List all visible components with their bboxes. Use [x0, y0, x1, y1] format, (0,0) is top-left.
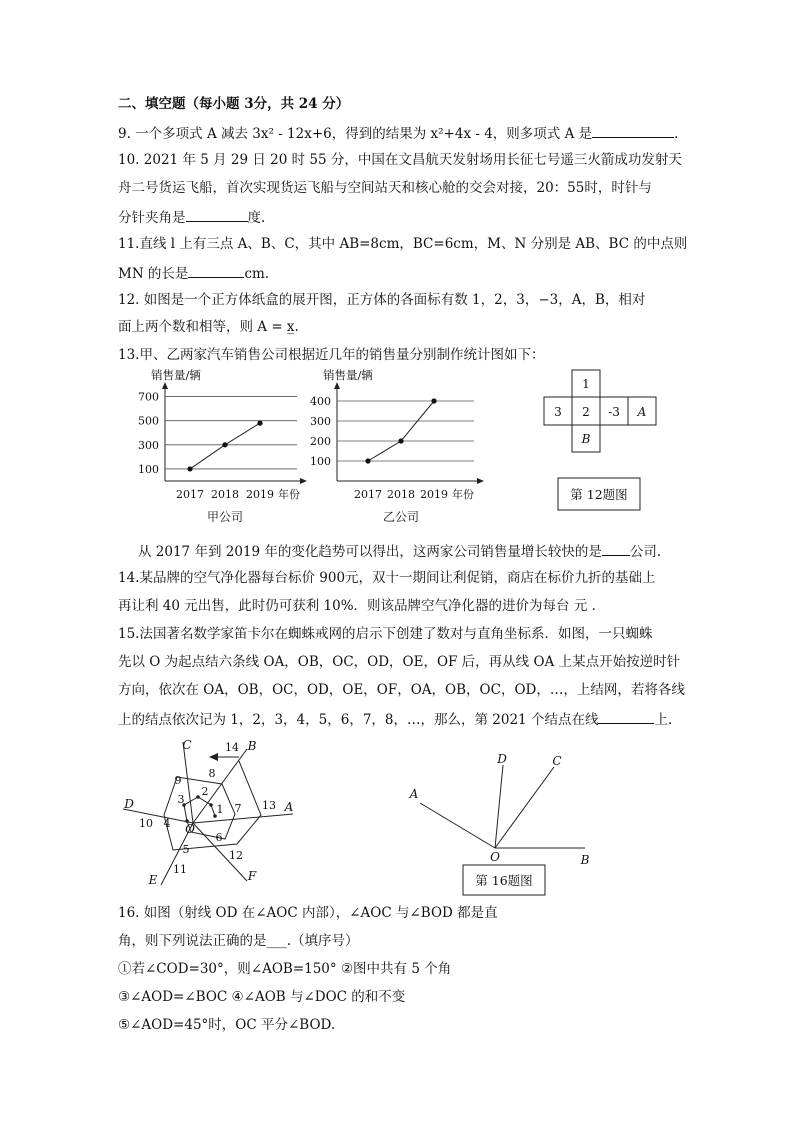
data-point [365, 458, 370, 463]
x-tick-label: 2018 [211, 488, 239, 501]
q13-answer-blank[interactable] [602, 541, 630, 556]
node-label-13: 13 [262, 799, 276, 812]
q16-option-1-2: ①若∠COD=30°，则∠AOB=150° ②图中共有 5 个角 [118, 961, 452, 977]
q14-line1: 14.某品牌的空气净化器每台标价 900元，双十一期间让利促销，商店在标价九折的基础上 [118, 570, 656, 586]
q13-answer-line [138, 541, 661, 561]
q16-option-3-4: ③∠AOD=∠BOC ④∠AOB 与∠DOC 的和不变 [118, 989, 406, 1005]
y-axis-arrow-icon [162, 382, 168, 389]
chart-jia [130, 366, 310, 526]
x-tick-label: 2017 [354, 488, 382, 501]
q11-line2-unit: cm. [244, 266, 270, 282]
q11-answer-blank[interactable] [188, 263, 244, 278]
y-axis-arrow-icon [334, 382, 340, 389]
ray-label-B: B [247, 739, 257, 753]
x-tick-label: 2018 [387, 488, 415, 501]
fig16-label-C: C [552, 754, 562, 768]
node-label-14: 14 [225, 741, 239, 754]
q15-line2: 先以 O 为起点结六条线 OA，OB，OC，OD，OE，OF 后，再从线 OA 上某点开始按逆时针 [118, 654, 681, 670]
q15-line4-end: 上. [654, 712, 673, 728]
chart-yi [300, 366, 490, 526]
series-line [368, 401, 434, 461]
ray-label-D: D [124, 797, 134, 811]
q10-line2: 舟二号货运飞船，首次实现货运飞船与空间站天和核心舱的交会对接，20：55时，时针与 [118, 180, 652, 196]
q15-answer-blank[interactable] [598, 709, 654, 724]
center-label-O: O [185, 822, 195, 836]
y-tick-label: 700 [138, 390, 159, 404]
ray-label-E: E [148, 873, 158, 887]
y-tick-label: 400 [310, 395, 331, 408]
spider-web-figure [115, 735, 305, 890]
data-point [257, 421, 262, 426]
q13-intro: 13.甲、乙两家汽车销售公司根据近几年的销售量分别制作统计图如下： [118, 347, 545, 363]
node-label-8: 8 [208, 767, 216, 780]
q10-line3-text: 分针夹角是 [118, 210, 186, 226]
node-label-3: 3 [177, 793, 185, 806]
ray-OD-16 [495, 765, 503, 848]
data-point [222, 442, 227, 447]
q16-line1: 16. 如图（射线 OD 在∠AOC 内部），∠AOC 与∠BOD 都是直 [118, 905, 498, 921]
q16-option-5: ⑤∠AOD=45°时，OC 平分∠BOD. [118, 1017, 336, 1033]
q11-line2-text: MN 的长是 [118, 266, 189, 282]
chart-title: 乙公司 [382, 510, 420, 524]
ray-OC-16 [495, 767, 554, 848]
node-dot [196, 795, 200, 799]
q13-answer-suffix: 公司. [629, 544, 662, 560]
fig16-label-A: A [409, 787, 419, 801]
x-axis-label: 年份 [278, 488, 300, 501]
figure-16 [400, 745, 610, 900]
q13-answer-text: 从 2017 年到 2019 年的变化趋势可以得出，这两家公司销售量增长较快的是 [138, 544, 602, 560]
node-label-11: 11 [173, 863, 187, 876]
y-tick-label: 200 [310, 435, 331, 448]
x-tick-label: 2019 [420, 488, 448, 501]
y-tick-label: 300 [310, 415, 331, 428]
cube-caption: 第 12题图 [570, 487, 628, 502]
q10-line1: 10. 2021 年 5 月 29 日 20 时 55 分，中国在文昌航天发射场用长征七号遥三火箭成功发射天 [118, 152, 682, 168]
node-label-12: 12 [229, 849, 243, 862]
q9-text: 9. 一个多项式 A 减去 3x² - 12x+6，得到的结果为 x²+4x - 4，则多项式 A 是 [118, 126, 593, 142]
x-tick-label: 2019 [246, 488, 274, 501]
cube-label-neg3: -3 [608, 405, 620, 419]
cube-label-2: 2 [582, 405, 590, 419]
data-point [398, 438, 403, 443]
node-label-2: 2 [201, 785, 209, 798]
q11-line1: 11.直线 l 上有三点 A、B、C，其中 AB=8cm，BC=6cm，M、N 分别是 AB、BC 的中点则 [118, 236, 688, 252]
chart-title: 甲公司 [206, 510, 244, 524]
ray-OA [193, 814, 293, 823]
q9-end: . [674, 126, 679, 142]
x-axis-arrow-icon [477, 478, 484, 484]
y-tick-label: 500 [138, 414, 159, 428]
q10-answer-blank[interactable] [186, 207, 248, 222]
x-axis-label: 年份 [452, 488, 474, 501]
node-label-9: 9 [174, 774, 182, 787]
data-point [431, 398, 436, 403]
node-label-7: 7 [234, 802, 242, 815]
y-axis-label: 销售量/辆 [151, 368, 201, 382]
fig16-caption: 第 16题图 [475, 873, 533, 888]
ray-OD [123, 809, 193, 823]
ray-OA-16 [420, 803, 495, 848]
node-label-5: 5 [182, 843, 190, 856]
q10-line3 [118, 207, 265, 227]
q16-line2: 角，则下列说法正确的是___.（填序号） [118, 933, 359, 949]
node-label-4: 4 [163, 817, 171, 830]
y-tick-label: 300 [138, 438, 159, 452]
question-9 [118, 123, 678, 143]
node-label-1: 1 [216, 803, 224, 816]
q9-answer-blank[interactable] [592, 123, 674, 138]
cube-net-figure [535, 370, 665, 515]
node-label-10: 10 [139, 817, 153, 830]
q15-line4-text: 上的结点依次记为 1，2，3，4，5，6，7，8，…，那么，第 2021 个结点在线 [118, 712, 599, 728]
q10-line3-unit: 度. [247, 210, 266, 226]
fig16-label-D: D [497, 752, 507, 766]
data-point [187, 466, 192, 471]
web-nodes [182, 795, 217, 823]
q12-line2: 面上两个数和相等，则 A = x̲. [118, 319, 299, 335]
q12-line1: 12. 如图是一个正方体纸盒的展开图，正方体的各面标有数 1，2，3，−3，A，B，相对 [118, 292, 646, 308]
y-axis-label: 销售量/辆 [323, 368, 373, 382]
q15-line1: 15.法国著名数学家笛卡尔在蜘蛛戒网的启示下创建了数对与直角坐标系．如图，一只蜘蛛 [118, 626, 653, 642]
fig16-label-O: O [490, 850, 500, 864]
fig16-label-B: B [580, 853, 590, 867]
ray-label-C: C [182, 738, 192, 752]
arrow-head-icon [209, 753, 218, 761]
y-tick-label: 100 [310, 455, 331, 468]
q15-line3: 方向，依次在 OA，OB，OC，OD，OE，OF，OA，OB，OC，OD，…，上结网，若将各线 [118, 682, 685, 698]
q15-line4 [118, 709, 672, 729]
cube-label-B: B [581, 432, 591, 446]
cube-label-A: A [637, 405, 647, 419]
cube-label-3: 3 [554, 405, 562, 419]
y-tick-label: 100 [138, 462, 159, 476]
q14-line2: 再让利 40 元出售，此时仍可获利 10%．则该品牌空气净化器的进价为每台 元 . [118, 598, 596, 614]
x-tick-label: 2017 [176, 488, 204, 501]
q11-line2 [118, 263, 269, 283]
node-dot [209, 803, 213, 807]
cube-label-1: 1 [582, 377, 590, 391]
ray-label-F: F [247, 869, 257, 883]
section-title: 二、填空题（每小题 3分，共 24 分） [118, 96, 350, 112]
ray-label-A: A [284, 800, 294, 814]
ray-OC [183, 742, 193, 823]
node-label-6: 6 [215, 831, 223, 844]
